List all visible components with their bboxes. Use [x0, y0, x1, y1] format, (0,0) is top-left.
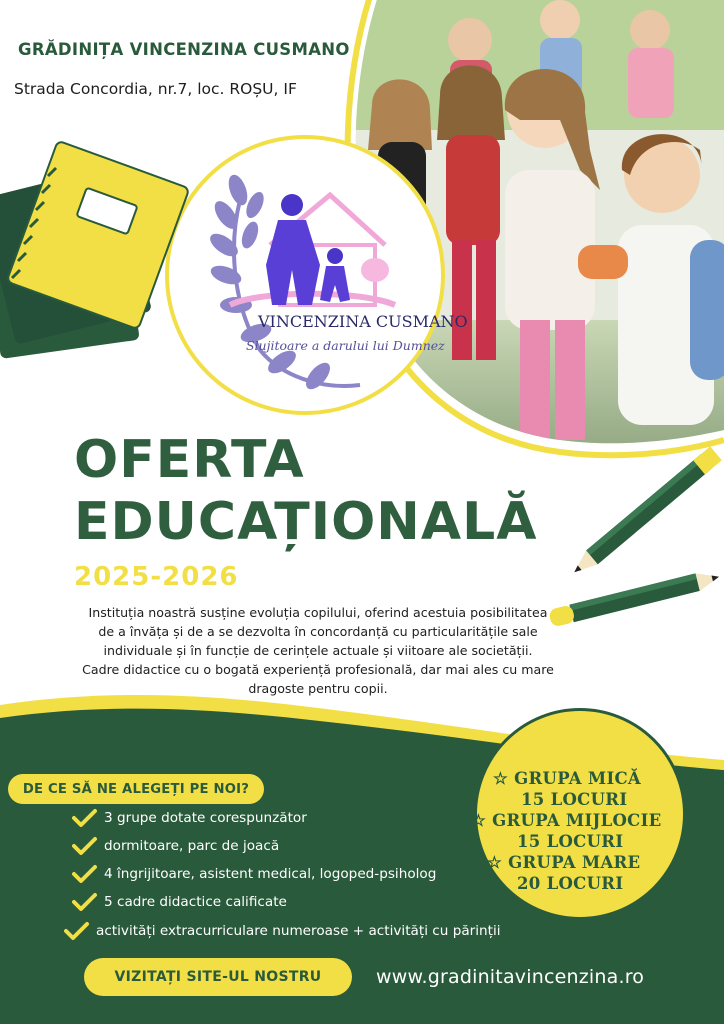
school-year: 2025-2026	[74, 562, 239, 592]
group-line: 15 LOCURI	[517, 832, 624, 851]
group-line: ☆ GRUPA MIJLOCIE	[471, 811, 662, 830]
logo-tagline: Slujitoare a darului lui Dumnez	[246, 338, 445, 353]
description	[82, 603, 554, 698]
feature-item	[104, 894, 287, 910]
visit-site-button[interactable]: VIZITAȚI SITE-UL NOSTRU	[84, 958, 352, 996]
feature-item	[96, 923, 501, 939]
feature-text: 5 cadre didactice calificate	[104, 894, 287, 910]
website-link[interactable]: www.gradinitavincenzina.ro	[376, 966, 645, 988]
pencil-icon	[548, 446, 722, 627]
feature-item	[104, 810, 307, 826]
notebook-icon	[0, 141, 189, 359]
feature-text: activități extracurriculare numeroase + activități cu părinții	[96, 923, 501, 939]
title-line-2: EDUCAȚIONALĂ	[74, 492, 538, 552]
group-line: 20 LOCURI	[517, 874, 624, 893]
feature-item	[104, 866, 436, 882]
feature-text: 3 grupe dotate corespunzător	[104, 810, 307, 826]
feature-item	[104, 838, 279, 854]
school-address: Strada Concordia, nr.7, loc. ROȘU, IF	[14, 80, 297, 98]
title-line-1: OFERTA	[74, 430, 305, 490]
feature-text: dormitoare, parc de joacă	[104, 838, 280, 854]
school-name: GRĂDINIȚA VINCENZINA CUSMANO	[18, 40, 350, 59]
description-paragraph-2: Cadre didactice cu o bogată experiență profesională, dar mai ales cu mare dragoste pentru copii.	[82, 662, 554, 696]
group-line: ☆ GRUPA MICĂ	[493, 769, 641, 788]
logo-name: VINCENZINA CUSMANO	[258, 312, 468, 331]
groups-circle	[471, 708, 686, 920]
feature-text: 4 îngrijitoare, asistent medical, logoped-psiholog	[104, 866, 437, 882]
group-line: 15 LOCURI	[521, 790, 628, 809]
description-paragraph-1: Instituția noastră susține evoluția copilului, oferind acestuia posibilitatea de a învăța și de a se dezvolta în concordanță cu particularitățile sale individuale și în funcție de cerințele actuale și viitoare ale societății.	[88, 605, 548, 658]
group-line: ☆ GRUPA MARE	[487, 853, 641, 872]
why-choose-us-badge: DE CE SĂ NE ALEGEȚI PE NOI?	[8, 774, 264, 804]
